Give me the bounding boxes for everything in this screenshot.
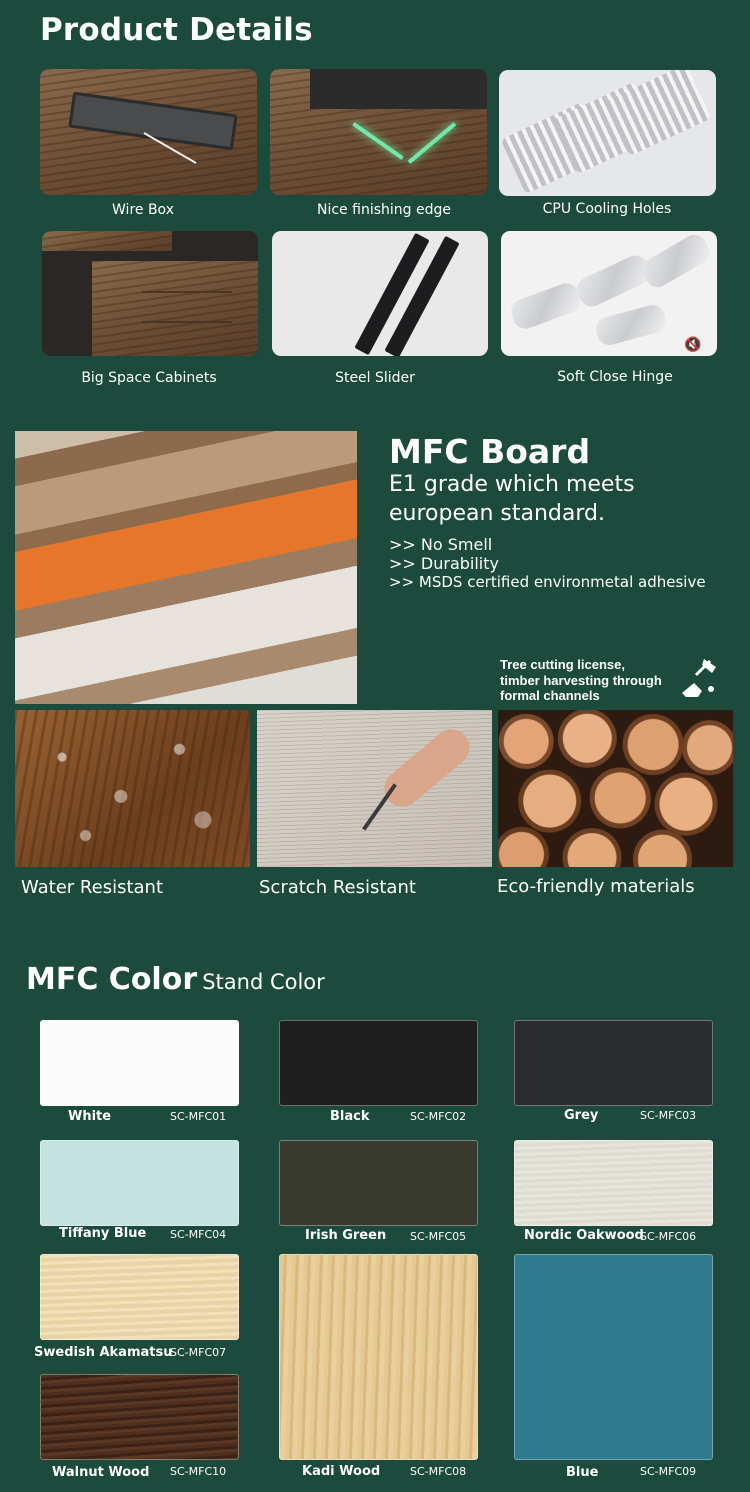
- swatch-nordic-oakwood-name: Nordic Oakwood: [524, 1228, 644, 1243]
- swatch-swedish-akamatsu-name: Swedish Akamatsu: [34, 1345, 173, 1360]
- bullet-msds: >> MSDS certified environmetal adhesive: [389, 573, 706, 591]
- swatch-swedish-akamatsu[interactable]: [40, 1254, 239, 1340]
- product-details-title: Product Details: [40, 12, 313, 48]
- hinge-caption: Soft Close Hinge: [557, 369, 673, 385]
- wire-box-photo: [40, 69, 257, 195]
- swatch-kadi-wood-name: Kadi Wood: [302, 1464, 381, 1479]
- swatch-black-name: Black: [330, 1109, 370, 1124]
- swatch-kadi-wood-code: SC-MFC08: [410, 1465, 467, 1478]
- cooling-holes-photo: [499, 70, 716, 196]
- swatch-swedish-akamatsu-code: SC-MFC07: [170, 1346, 227, 1359]
- water-resistant-photo: [15, 710, 250, 867]
- bullet-durability: >> Durability: [389, 554, 499, 573]
- mfc-board-bullets: [389, 535, 706, 592]
- swatch-irish-green[interactable]: [279, 1140, 478, 1226]
- swatch-kadi-wood[interactable]: [279, 1254, 478, 1460]
- water-resistant-caption: Water Resistant: [21, 877, 164, 898]
- swatch-blue-name: Blue: [566, 1465, 599, 1480]
- swatch-grey-code: SC-MFC03: [640, 1109, 697, 1122]
- swatch-irish-green-code: SC-MFC05: [410, 1230, 467, 1243]
- swatch-tiffany-blue-code: SC-MFC04: [170, 1228, 227, 1241]
- mfc-board-subtitle-1: E1 grade which meets: [389, 472, 635, 497]
- swatch-tiffany-blue[interactable]: [40, 1140, 239, 1226]
- license-text: [500, 657, 662, 704]
- swatch-grey[interactable]: [514, 1020, 713, 1106]
- bullet-no-smell: >> No Smell: [389, 535, 493, 554]
- swatch-white-name: White: [68, 1109, 112, 1124]
- cabinets-photo: [42, 231, 258, 356]
- license-line-2: timber harvesting through: [500, 672, 662, 688]
- swatch-blue[interactable]: [514, 1254, 713, 1460]
- eco-materials-photo: [498, 710, 733, 867]
- mfc-board-title: MFC Board: [389, 432, 591, 471]
- hinge-photo: [501, 231, 717, 356]
- scratch-resistant-photo: [257, 710, 492, 867]
- cooling-holes-caption: CPU Cooling Holes: [542, 201, 672, 217]
- mfc-color-heading: [26, 962, 325, 997]
- swatch-white[interactable]: [40, 1020, 239, 1106]
- swatch-black[interactable]: [279, 1020, 478, 1106]
- mfc-board-photo: [15, 431, 357, 704]
- swatch-walnut-wood-code: SC-MFC10: [170, 1465, 227, 1478]
- wire-box-caption: Wire Box: [112, 202, 174, 218]
- swatch-nordic-oakwood-code: SC-MFC06: [640, 1230, 697, 1243]
- swatch-nordic-oakwood[interactable]: [514, 1140, 713, 1226]
- swatch-grey-name: Grey: [564, 1108, 599, 1123]
- swatch-walnut-wood[interactable]: [40, 1374, 239, 1460]
- steel-slider-caption: Steel Slider: [335, 370, 415, 386]
- swatch-black-code: SC-MFC02: [410, 1110, 467, 1123]
- swatch-blue-code: SC-MFC09: [640, 1465, 697, 1478]
- finishing-edge-photo: [270, 69, 487, 195]
- steel-slider-photo: [272, 231, 488, 356]
- mfc-color-title: MFC Color: [26, 962, 198, 997]
- license-line-1: Tree cutting license,: [500, 657, 625, 672]
- license-line-3: formal channels: [500, 688, 600, 703]
- scratch-resistant-caption: Scratch Resistant: [259, 877, 416, 898]
- swatch-walnut-wood-name: Walnut Wood: [52, 1465, 150, 1480]
- swatch-irish-green-name: Irish Green: [305, 1228, 387, 1243]
- eco-materials-caption: Eco-friendly materials: [497, 876, 695, 897]
- swatch-white-code: SC-MFC01: [170, 1110, 227, 1123]
- mute-icon: 🔇: [684, 336, 702, 352]
- mfc-board-subtitle-2: european standard.: [389, 501, 605, 526]
- swatch-tiffany-blue-name: Tiffany Blue: [59, 1226, 147, 1241]
- finishing-edge-caption: Nice finishing edge: [317, 202, 451, 218]
- mfc-color-subtitle: Stand Color: [202, 970, 325, 994]
- cabinets-caption: Big Space Cabinets: [81, 370, 217, 386]
- axe-stump-icon: [678, 657, 720, 699]
